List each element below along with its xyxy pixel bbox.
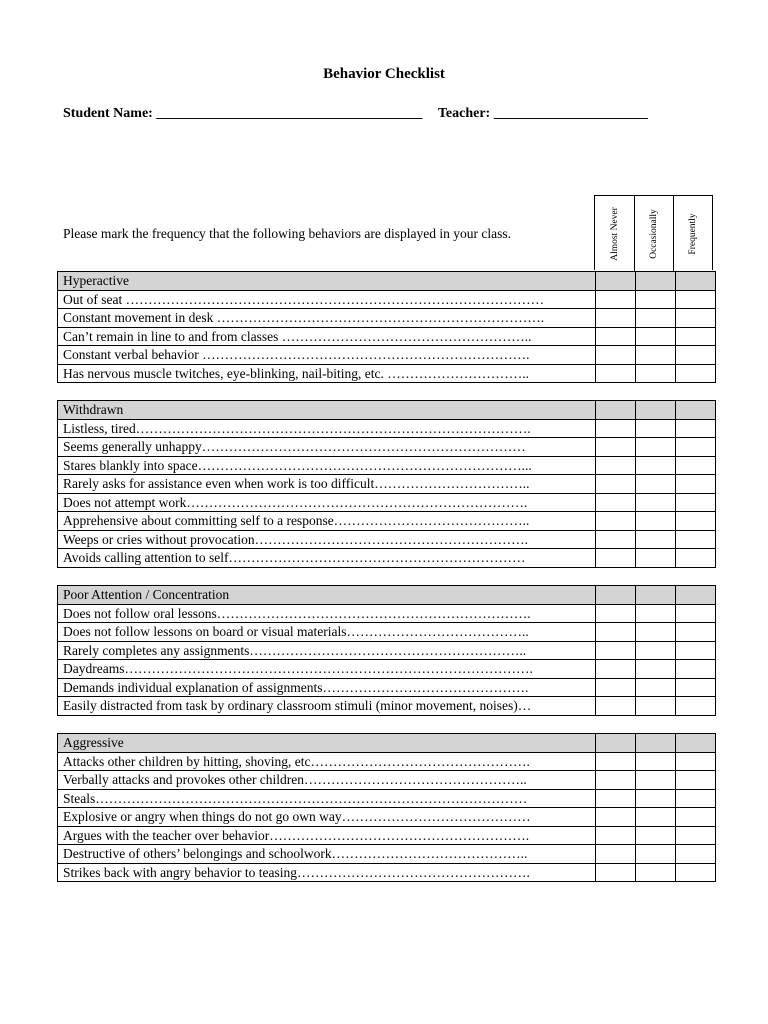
checkbox-occasionally[interactable] [636, 660, 676, 679]
behavior-row [58, 493, 716, 512]
checkbox-almost-never[interactable] [596, 808, 636, 827]
checkbox-frequently[interactable] [676, 493, 716, 512]
section-header-row [58, 734, 716, 753]
behavior-label: Out of seat ………………………………………………………………………………… [58, 290, 596, 309]
checkbox-almost-never[interactable] [596, 697, 636, 716]
checkbox-almost-never[interactable] [596, 826, 636, 845]
behavior-label: Does not follow lessons on board or visual materials………………………………….. [58, 623, 596, 642]
section-table [57, 271, 716, 383]
behavior-row [58, 512, 716, 531]
checkbox-almost-never[interactable] [596, 604, 636, 623]
checkbox-frequently[interactable] [676, 419, 716, 438]
checkbox-occasionally[interactable] [636, 309, 676, 328]
checkbox-almost-never[interactable] [596, 530, 636, 549]
checkbox-occasionally[interactable] [636, 678, 676, 697]
checkbox-almost-never[interactable] [596, 419, 636, 438]
checkbox-almost-never[interactable] [596, 364, 636, 383]
column-header-almost-never: Almost Never [609, 206, 620, 261]
checkbox-frequently[interactable] [676, 290, 716, 309]
checkbox-frequently[interactable] [676, 660, 716, 679]
checkbox-almost-never[interactable] [596, 678, 636, 697]
checkbox-frequently[interactable] [676, 641, 716, 660]
checkbox-almost-never[interactable] [596, 734, 636, 753]
behavior-row [58, 752, 716, 771]
behavior-label: Steals…………………………………………………………………………………… [58, 789, 596, 808]
checkbox-almost-never[interactable] [596, 327, 636, 346]
checkbox-almost-never[interactable] [596, 752, 636, 771]
checkbox-occasionally[interactable] [636, 734, 676, 753]
checkbox-frequently[interactable] [676, 586, 716, 605]
checkbox-frequently[interactable] [676, 438, 716, 457]
checkbox-frequently[interactable] [676, 863, 716, 882]
section-header-row [58, 272, 716, 291]
behavior-row [58, 346, 716, 365]
checkbox-occasionally[interactable] [636, 456, 676, 475]
behavior-row [58, 364, 716, 383]
behavior-row [58, 623, 716, 642]
section-title: Poor Attention / Concentration [58, 586, 596, 605]
checkbox-almost-never[interactable] [596, 660, 636, 679]
checkbox-frequently[interactable] [676, 808, 716, 827]
checkbox-occasionally[interactable] [636, 641, 676, 660]
behavior-label: Listless, tired……………………………………………………………………………. [58, 419, 596, 438]
checkbox-occasionally[interactable] [636, 863, 676, 882]
checkbox-frequently[interactable] [676, 456, 716, 475]
checkbox-frequently[interactable] [676, 604, 716, 623]
behavior-label: Constant verbal behavior ………………………………………………………………. [58, 346, 596, 365]
checkbox-frequently[interactable] [676, 475, 716, 494]
teacher-field[interactable]: Teacher: ______________________ [437, 106, 648, 121]
behavior-row [58, 419, 716, 438]
checkbox-almost-never[interactable] [596, 438, 636, 457]
checkbox-almost-never[interactable] [596, 549, 636, 568]
checkbox-almost-never[interactable] [596, 290, 636, 309]
behavior-row [58, 660, 716, 679]
behavior-row [58, 641, 716, 660]
checkbox-almost-never[interactable] [596, 863, 636, 882]
checkbox-almost-never[interactable] [596, 401, 636, 420]
behavior-label: Weeps or cries without provocation……………………………………………………. [58, 530, 596, 549]
behavior-label: Rarely asks for assistance even when work is too difficult…………………………….. [58, 475, 596, 494]
checkbox-frequently[interactable] [676, 272, 716, 291]
checkbox-occasionally[interactable] [636, 697, 676, 716]
checkbox-almost-never[interactable] [596, 456, 636, 475]
checkbox-almost-never[interactable] [596, 623, 636, 642]
checkbox-frequently[interactable] [676, 364, 716, 383]
checkbox-occasionally[interactable] [636, 419, 676, 438]
checkbox-occasionally[interactable] [636, 530, 676, 549]
checkbox-almost-never[interactable] [596, 512, 636, 531]
section-table [57, 585, 716, 716]
column-header-occasionally: Occasionally [634, 196, 673, 271]
behavior-label: Explosive or angry when things do not go own way…………………………………… [58, 808, 596, 827]
behavior-label: Strikes back with angry behavior to teasing……………………………………………. [58, 863, 596, 882]
name-line [63, 106, 648, 122]
checkbox-almost-never[interactable] [596, 586, 636, 605]
checkbox-almost-never[interactable] [596, 309, 636, 328]
behavior-label: Can’t remain in line to and from classes ……………………………………………….. [58, 327, 596, 346]
checkbox-occasionally[interactable] [636, 623, 676, 642]
behavior-label: Attacks other children by hitting, shoving, etc…………………………………………. [58, 752, 596, 771]
behavior-label: Daydreams………………………………………………………………………………. [58, 660, 596, 679]
behavior-row [58, 309, 716, 328]
behavior-row [58, 863, 716, 882]
checkbox-frequently[interactable] [676, 549, 716, 568]
checkbox-occasionally[interactable] [636, 845, 676, 864]
behavior-row [58, 290, 716, 309]
behavior-row [58, 530, 716, 549]
checkbox-occasionally[interactable] [636, 346, 676, 365]
checkbox-occasionally[interactable] [636, 549, 676, 568]
checkbox-frequently[interactable] [676, 734, 716, 753]
checkbox-almost-never[interactable] [596, 771, 636, 790]
section-header-row [58, 586, 716, 605]
behavior-row [58, 456, 716, 475]
behavior-label: Stares blankly into space………………………………………………………………... [58, 456, 596, 475]
checkbox-almost-never[interactable] [596, 845, 636, 864]
checkbox-occasionally[interactable] [636, 586, 676, 605]
checkbox-occasionally[interactable] [636, 327, 676, 346]
section-title: Hyperactive [58, 272, 596, 291]
checkbox-frequently[interactable] [676, 845, 716, 864]
checkbox-frequently[interactable] [676, 530, 716, 549]
instructions: Please mark the frequency that the following behaviors are displayed in your class. [63, 226, 511, 241]
section-table [57, 400, 716, 568]
behavior-label: Does not attempt work…………………………………………………………………. [58, 493, 596, 512]
behavior-row [58, 808, 716, 827]
behavior-row [58, 697, 716, 716]
behavior-label: Has nervous muscle twitches, eye-blinking, nail-biting, etc. ………………………….. [58, 364, 596, 383]
checkbox-occasionally[interactable] [636, 512, 676, 531]
checkbox-occasionally[interactable] [636, 493, 676, 512]
section-table [57, 733, 716, 882]
behavior-row [58, 475, 716, 494]
checkbox-almost-never[interactable] [596, 346, 636, 365]
student-name-field[interactable]: Student Name: ______________________________________ [63, 106, 423, 121]
behavior-label: Demands individual explanation of assignments………………………………………. [58, 678, 596, 697]
checkbox-occasionally[interactable] [636, 789, 676, 808]
column-header-frequently: Frequently [673, 196, 712, 271]
checkbox-frequently[interactable] [676, 327, 716, 346]
checkbox-occasionally[interactable] [636, 364, 676, 383]
behavior-label: Argues with the teacher over behavior…………………………………………………. [58, 826, 596, 845]
checkbox-frequently[interactable] [676, 752, 716, 771]
checkbox-frequently[interactable] [676, 346, 716, 365]
behavior-row [58, 771, 716, 790]
checkbox-frequently[interactable] [676, 771, 716, 790]
behavior-label: Constant movement in desk ………………………………………………………………. [58, 309, 596, 328]
checkbox-almost-never[interactable] [596, 493, 636, 512]
checkbox-frequently[interactable] [676, 697, 716, 716]
checkbox-occasionally[interactable] [636, 272, 676, 291]
checkbox-occasionally[interactable] [636, 401, 676, 420]
checkbox-frequently[interactable] [676, 623, 716, 642]
behavior-row [58, 604, 716, 623]
section-header-row [58, 401, 716, 420]
behavior-row [58, 789, 716, 808]
checkbox-frequently[interactable] [676, 401, 716, 420]
checkbox-almost-never[interactable] [596, 272, 636, 291]
checkbox-occasionally[interactable] [636, 290, 676, 309]
behavior-label: Rarely completes any assignments…………………………………………………….. [58, 641, 596, 660]
behavior-label: Verbally attacks and provokes other children………………………………………….. [58, 771, 596, 790]
checkbox-occasionally[interactable] [636, 438, 676, 457]
page-title: Behavior Checklist [323, 66, 445, 82]
behavior-label: Apprehensive about committing self to a response…………………………………….. [58, 512, 596, 531]
checkbox-frequently[interactable] [676, 678, 716, 697]
behavior-label: Seems generally unhappy……………………………………………………………… [58, 438, 596, 457]
checkbox-occasionally[interactable] [636, 604, 676, 623]
checkbox-occasionally[interactable] [636, 475, 676, 494]
section-title: Withdrawn [58, 401, 596, 420]
behavior-label: Destructive of others’ belongings and schoolwork…………………………………….. [58, 845, 596, 864]
column-headers [594, 195, 713, 270]
behavior-row [58, 327, 716, 346]
behavior-row [58, 678, 716, 697]
checkbox-almost-never[interactable] [596, 475, 636, 494]
section-title: Aggressive [58, 734, 596, 753]
checkbox-frequently[interactable] [676, 512, 716, 531]
behavior-label: Does not follow oral lessons……………………………………………………………. [58, 604, 596, 623]
behavior-row [58, 845, 716, 864]
behavior-row [58, 438, 716, 457]
behavior-row [58, 549, 716, 568]
checkbox-occasionally[interactable] [636, 752, 676, 771]
checkbox-frequently[interactable] [676, 789, 716, 808]
behavior-label: Avoids calling attention to self………………………………………………………… [58, 549, 596, 568]
behavior-row [58, 826, 716, 845]
checkbox-almost-never[interactable] [596, 641, 636, 660]
checkbox-occasionally[interactable] [636, 808, 676, 827]
behavior-label: Easily distracted from task by ordinary classroom stimuli (minor movement, noises)… [58, 697, 596, 716]
checkbox-occasionally[interactable] [636, 771, 676, 790]
checkbox-almost-never[interactable] [596, 789, 636, 808]
checkbox-frequently[interactable] [676, 826, 716, 845]
checkbox-occasionally[interactable] [636, 826, 676, 845]
checkbox-frequently[interactable] [676, 309, 716, 328]
